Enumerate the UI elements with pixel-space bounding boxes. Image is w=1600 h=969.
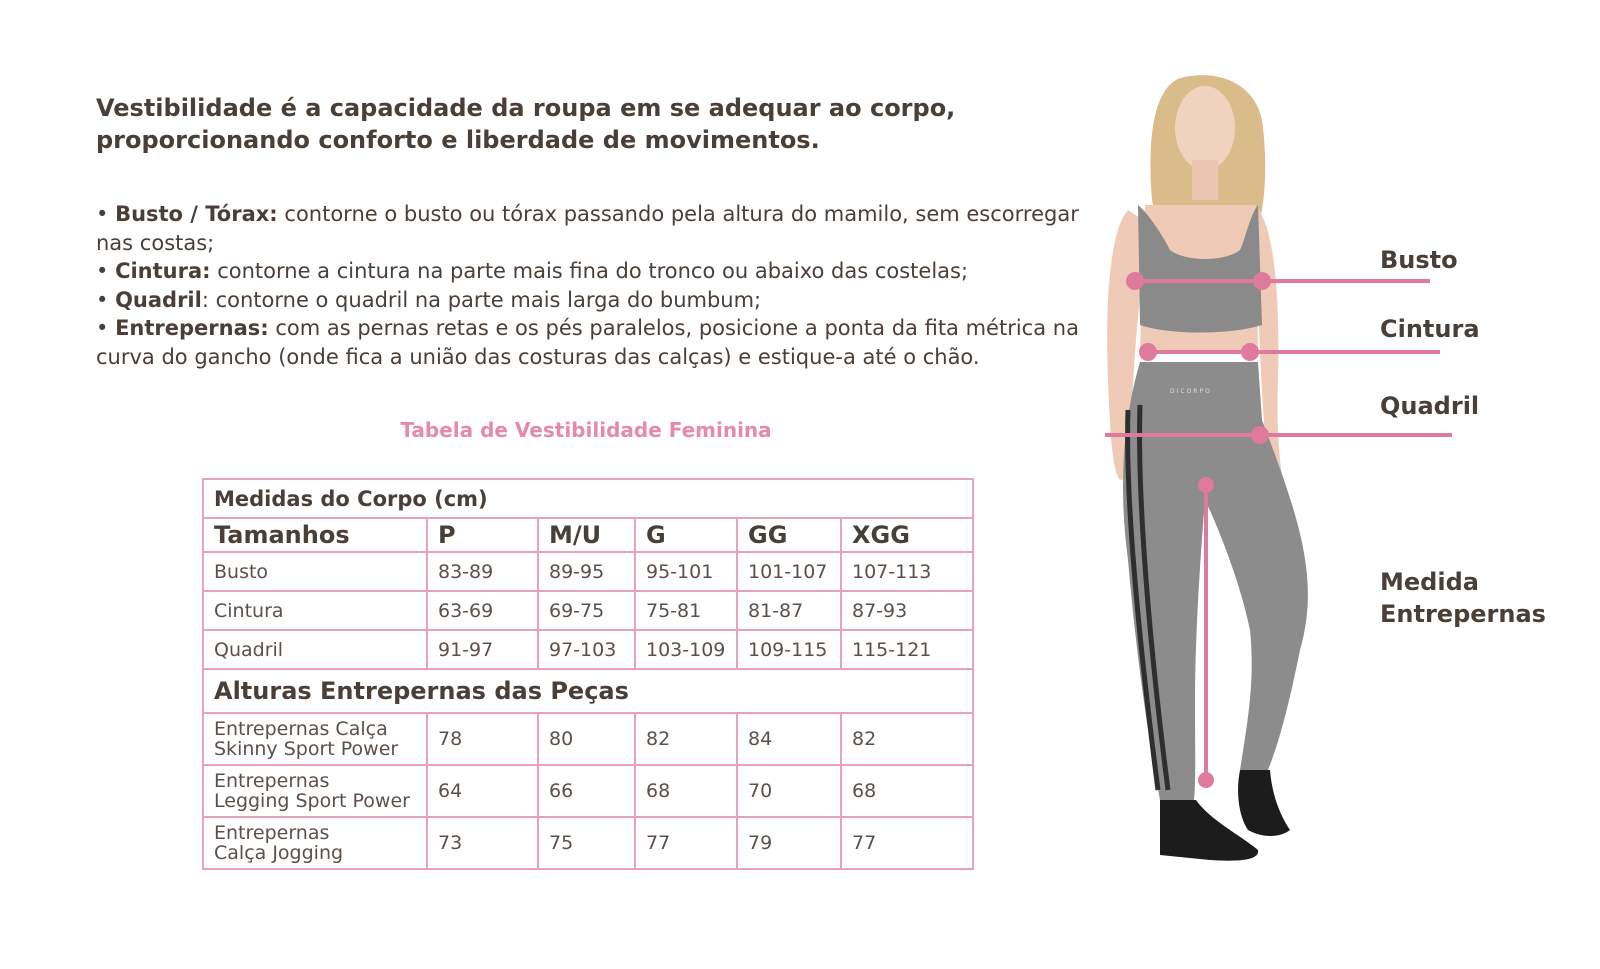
label-quadril: Quadril — [1380, 392, 1480, 420]
table-cell: 103-109 — [635, 630, 737, 669]
table-cell: 63-69 — [427, 591, 538, 630]
label-busto: Busto — [1380, 246, 1458, 274]
table-cell: 77 — [635, 817, 737, 869]
table-cell: 80 — [538, 713, 635, 765]
row-label: Quadril — [203, 630, 427, 669]
table-cell: 87-93 — [841, 591, 973, 630]
table-cell: 69-75 — [538, 591, 635, 630]
table-cell: 82 — [635, 713, 737, 765]
row-label: Entrepernas Calça Skinny Sport Power — [203, 713, 427, 765]
table-cell: 70 — [737, 765, 841, 817]
shoe-right — [1238, 770, 1290, 836]
waistband-brand: DICORPO — [1170, 388, 1212, 395]
instruction-cintura: • Cintura: contorne a cintura na parte mais fina do tronco ou abaixo das costelas; — [96, 259, 969, 283]
header-cell: P — [427, 518, 538, 552]
table-cell: 101-107 — [737, 552, 841, 591]
instruction-entrepernas: • Entrepernas: com as pernas retas e os pés paralelos, posicione a ponta da fita métrica na curva do gancho (onde fica a união das costuras das calças) e estique-a até o chão. — [96, 316, 1079, 369]
table-cell: 95-101 — [635, 552, 737, 591]
header-cell: M/U — [538, 518, 635, 552]
table-cell: 68 — [841, 765, 973, 817]
table-cell: 79 — [737, 817, 841, 869]
table-cell: 75 — [538, 817, 635, 869]
table-cell: 81-87 — [737, 591, 841, 630]
instruction-busto: • Busto / Tórax: contorne o busto ou tórax passando pela altura do mamilo, sem escorregar nas costas; — [96, 202, 1079, 255]
table-cell: 73 — [427, 817, 538, 869]
table-cell: 97-103 — [538, 630, 635, 669]
table-cell: 68 — [635, 765, 737, 817]
header-cell: G — [635, 518, 737, 552]
intro-line-2: proporcionando conforto e liberdade de movimentos. — [96, 126, 820, 154]
table-cell: 109-115 — [737, 630, 841, 669]
table-cell: 89-95 — [538, 552, 635, 591]
header-cell: GG — [737, 518, 841, 552]
section-title: Medidas do Corpo (cm) — [203, 479, 973, 518]
label-entrepernas: Medida Entrepernas — [1380, 568, 1546, 628]
table-cell: 84 — [737, 713, 841, 765]
header-cell: Tamanhos — [203, 518, 427, 552]
table-cell: 77 — [841, 817, 973, 869]
table-cell: 83-89 — [427, 552, 538, 591]
face-shape — [1175, 86, 1235, 170]
table-cell: 115-121 — [841, 630, 973, 669]
table-cell: 91-97 — [427, 630, 538, 669]
label-cintura: Cintura — [1380, 315, 1480, 343]
row-label: Cintura — [203, 591, 427, 630]
row-label: Entrepernas Calça Jogging — [203, 817, 427, 869]
row-label: Busto — [203, 552, 427, 591]
table-cell: 66 — [538, 765, 635, 817]
instruction-quadril: • Quadril: contorne o quadril na parte mais larga do bumbum; — [96, 287, 762, 312]
table-cell: 64 — [427, 765, 538, 817]
intro-line-1: Vestibilidade é a capacidade da roupa em se adequar ao corpo, — [96, 94, 956, 122]
section-title: Alturas Entrepernas das Peças — [203, 669, 973, 713]
table-title: Tabela de Vestibilidade Feminina — [400, 418, 772, 442]
header-cell: XGG — [841, 518, 973, 552]
table-cell: 78 — [427, 713, 538, 765]
row-label: Entrepernas Legging Sport Power — [203, 765, 427, 817]
table-cell: 75-81 — [635, 591, 737, 630]
table-cell: 107-113 — [841, 552, 973, 591]
table-cell: 82 — [841, 713, 973, 765]
